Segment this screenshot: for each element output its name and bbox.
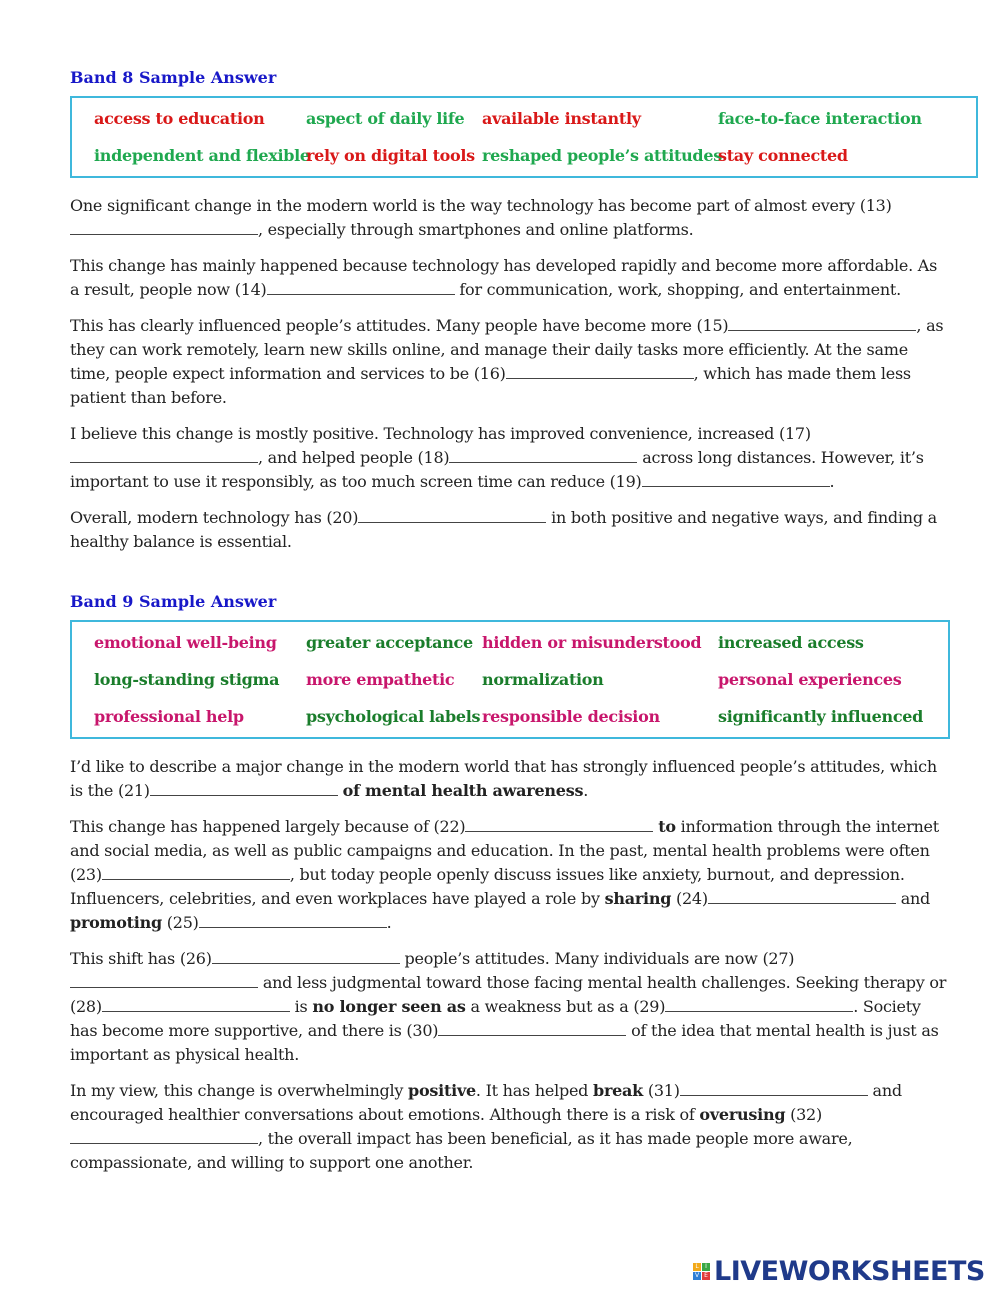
answer-blank-14[interactable] (267, 280, 455, 295)
text-run: , but today people openly discuss issues like anxiety, burnout, and depression. Influencers, celebrities, and even workplaces have played a role by (70, 865, 905, 908)
text-run: (25) (161, 913, 199, 932)
answer-blank-27[interactable] (70, 973, 258, 988)
text-run: (24) (671, 889, 708, 908)
bold-text: sharing (604, 889, 672, 908)
bold-text: no longer seen as (312, 997, 466, 1016)
logo-blocks-icon (693, 1263, 710, 1280)
text-run: , especially through smartphones and online platforms. (258, 220, 694, 239)
text-run: This shift has (26) (70, 949, 212, 968)
logo-block: I (702, 1263, 710, 1271)
logo-text: LIVEWORKSHEETS (714, 1256, 985, 1287)
answer-blank-32[interactable] (70, 1129, 258, 1144)
text-run: , as they can work remotely, learn new skills online, and manage their daily tasks more efficiently. At the same time, people expect information and services to be (16) (70, 316, 944, 383)
answer-blank-24[interactable] (708, 889, 896, 904)
word-bank-item[interactable]: responsible decision (482, 707, 660, 726)
answer-blank-17[interactable] (70, 448, 258, 463)
paragraph (70, 506, 950, 554)
word-bank-item[interactable]: normalization (482, 670, 604, 689)
text-run: . Society has become more supportive, and there is (30) (70, 997, 921, 1040)
paragraph (70, 1079, 950, 1175)
word-bank-item[interactable]: access to education (94, 109, 265, 128)
text-run: across long distances. However, it’s important to use it responsibly, as too much screen time can reduce (19) (70, 448, 924, 491)
text-run: . (386, 913, 392, 932)
text-run: . (583, 781, 589, 800)
band8-text (70, 194, 950, 554)
word-bank-item[interactable]: hidden or misunderstood (482, 633, 702, 652)
word-bank-item[interactable]: emotional well-being (94, 633, 277, 652)
text-run: . (829, 472, 835, 491)
bold-text: of mental health awareness (342, 781, 584, 800)
paragraph (70, 422, 950, 494)
word-bank-item[interactable]: professional help (94, 707, 244, 726)
word-bank-item[interactable]: long-standing stigma (94, 670, 280, 689)
answer-blank-30[interactable] (438, 1021, 626, 1036)
paragraph (70, 194, 950, 242)
answer-blank-16[interactable] (506, 364, 694, 379)
text-run: Overall, modern technology has (20) (70, 508, 359, 527)
bold-text: to (658, 817, 676, 836)
answer-blank-25[interactable] (199, 913, 387, 928)
paragraph (70, 314, 950, 410)
text-run: for communication, work, shopping, and entertainment. (454, 280, 901, 299)
answer-blank-22[interactable] (465, 817, 653, 832)
band9-title: Band 9 Sample Answer (70, 592, 277, 611)
word-bank-item[interactable]: personal experiences (718, 670, 902, 689)
band9-word-bank (70, 620, 950, 739)
worksheet-page (70, 66, 950, 1187)
text-run: This change has happened largely because of (22) (70, 817, 466, 836)
word-bank-item[interactable]: available instantly (482, 109, 641, 128)
logo-block: V (694, 1272, 700, 1279)
text-run: This change has mainly happened because technology has developed rapidly and become more affordable. As a result, people now (14) (70, 256, 938, 299)
text-run: One significant change in the modern world is the way technology has become part of almost every (13) (70, 196, 892, 215)
answer-blank-29[interactable] (665, 997, 853, 1012)
word-bank-item[interactable]: psychological labels (306, 707, 481, 726)
text-run: I’d like to describe a major change in the modern world that has strongly influenced people’s attitudes, which is the (21) (70, 757, 937, 800)
text-run: , which has made them less patient than before. (70, 364, 911, 407)
word-bank-item[interactable]: face-to-face interaction (718, 109, 922, 128)
paragraph (70, 755, 950, 803)
text-run: , and helped people (18) (258, 448, 450, 467)
word-bank-item[interactable]: more empathetic (306, 670, 455, 689)
text-run: information through the internet and social media, as well as public campaigns and education. In the past, mental health problems were often (23) (70, 817, 939, 884)
text-run: and less judgmental toward those facing mental health challenges. Seeking therapy or (28) (70, 973, 947, 1016)
bold-text: break (593, 1081, 643, 1100)
answer-blank-31[interactable] (680, 1081, 868, 1096)
logo-block: E (702, 1272, 710, 1280)
answer-blank-18[interactable] (449, 448, 637, 463)
word-bank-item[interactable]: reshaped people’s attitudes (482, 146, 722, 165)
liveworksheets-logo (693, 1256, 985, 1287)
word-bank-item[interactable]: rely on digital tools (306, 146, 475, 165)
answer-blank-20[interactable] (358, 508, 546, 523)
text-run: of the idea that mental health is just as important as physical health. (70, 1021, 939, 1064)
text-run: people’s attitudes. Many individuals are now (27) (399, 949, 795, 968)
word-bank-item[interactable]: increased access (718, 633, 864, 652)
text-run: In my view, this change is overwhelmingly (70, 1081, 409, 1100)
answer-blank-28[interactable] (102, 997, 290, 1012)
bold-text: positive (408, 1081, 476, 1100)
paragraph (70, 815, 950, 935)
band8-word-bank (70, 96, 978, 178)
word-bank-item[interactable]: significantly influenced (718, 707, 924, 726)
text-run: , the overall impact has been beneficial, as it has made people more aware, compassionate, and willing to support one another. (70, 1129, 853, 1172)
word-bank-item[interactable]: aspect of daily life (306, 109, 465, 128)
word-bank-item[interactable]: independent and flexible (94, 146, 310, 165)
text-run: (32) (785, 1105, 822, 1124)
text-run: This has clearly influenced people’s attitudes. Many people have become more (15) (70, 316, 729, 335)
bold-text: overusing (699, 1105, 786, 1124)
answer-blank-21[interactable] (150, 781, 338, 796)
text-run: I believe this change is mostly positive. Technology has improved convenience, increased (17) (70, 424, 811, 443)
answer-blank-19[interactable] (642, 472, 830, 487)
text-run: (31) (643, 1081, 680, 1100)
answer-blank-13[interactable] (70, 220, 258, 235)
text-run: and (895, 889, 931, 908)
answer-blank-26[interactable] (212, 949, 400, 964)
paragraph (70, 947, 950, 1067)
answer-blank-23[interactable] (102, 865, 290, 880)
text-run: . It has helped (475, 1081, 593, 1100)
text-run: a weakness but as a (29) (465, 997, 666, 1016)
logo-block: L (693, 1263, 701, 1271)
bold-text: promoting (70, 913, 162, 932)
band9-text (70, 755, 950, 1175)
word-bank-item[interactable]: greater acceptance (306, 633, 473, 652)
text-run: in both positive and negative ways, and finding a healthy balance is essential. (70, 508, 937, 551)
text-run: is (289, 997, 313, 1016)
answer-blank-15[interactable] (728, 316, 916, 331)
paragraph (70, 254, 950, 302)
band8-title: Band 8 Sample Answer (70, 68, 277, 87)
word-bank-item[interactable]: stay connected (718, 146, 848, 165)
text-run: and encouraged healthier conversations about emotions. Although there is a risk of (70, 1081, 902, 1124)
